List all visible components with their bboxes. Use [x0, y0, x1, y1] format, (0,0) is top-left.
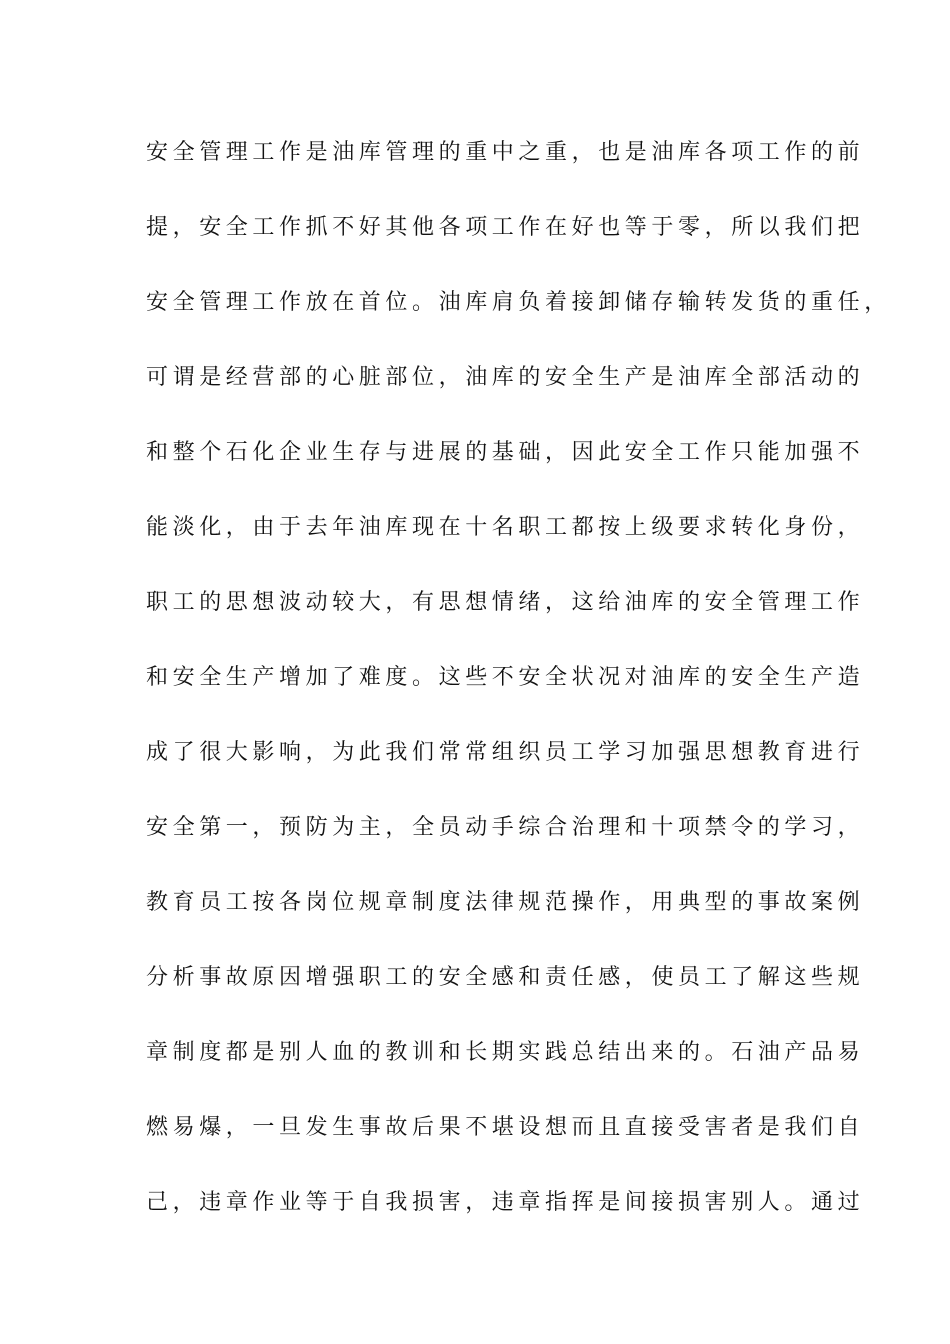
text-line: 安全管理工作放在首位。油库肩负着接卸储存输转发货的重任， — [146, 290, 891, 315]
text-line: 和整个石化企业生存与进展的基础，因此安全工作只能加强不 — [146, 440, 865, 465]
text-line: 可谓是经营部的心脏部位，油库的安全生产是油库全部活动的 — [146, 365, 865, 390]
text-line: 分析事故原因增强职工的安全感和责任感，使员工了解这些规 — [146, 965, 865, 990]
text-line: 燃易爆，一旦发生事故后果不堪设想而且直接受害者是我们自 — [146, 1115, 865, 1140]
text-line: 成了很大影响，为此我们常常组织员工学习加强思想教育进行 — [146, 740, 865, 765]
text-line: 职工的思想波动较大，有思想情绪，这给油库的安全管理工作 — [146, 590, 865, 615]
body-paragraph — [146, 133, 891, 1258]
text-line: 安全第一，预防为主，全员动手综合治理和十项禁令的学习， — [146, 815, 865, 840]
text-line: 己，违章作业等于自我损害，违章指挥是间接损害别人。通过 — [146, 1190, 865, 1215]
text-line: 能淡化，由于去年油库现在十名职工都按上级要求转化身份， — [146, 515, 865, 540]
text-line: 教育员工按各岗位规章制度法律规范操作，用典型的事故案例 — [146, 890, 865, 915]
text-line: 提，安全工作抓不好其他各项工作在好也等于零，所以我们把 — [146, 215, 865, 240]
text-line: 安全管理工作是油库管理的重中之重，也是油库各项工作的前 — [146, 140, 865, 165]
text-line: 章制度都是别人血的教训和长期实践总结出来的。石油产品易 — [146, 1040, 865, 1065]
text-line: 和安全生产增加了难度。这些不安全状况对油库的安全生产造 — [146, 665, 865, 690]
